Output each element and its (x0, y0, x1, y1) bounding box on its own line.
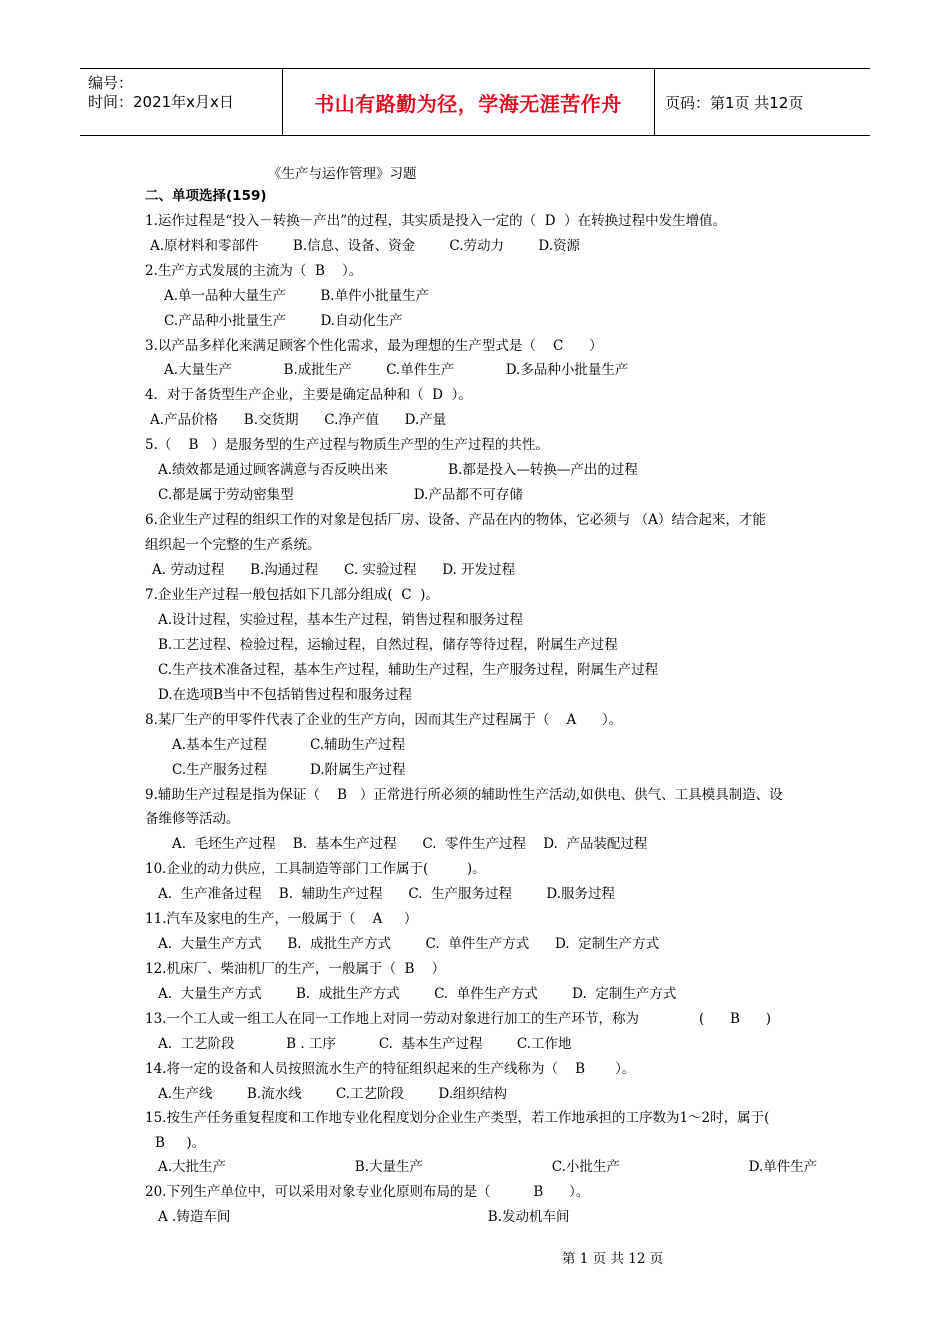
page-info: 页码：第1页 共12页 (665, 93, 804, 112)
option-line: A. 大量生产方式 B. 成批生产方式 C. 单件生产方式 D. 定制生产方式 (158, 936, 660, 952)
option-line: A. 毛坯生产过程 B. 基本生产过程 C. 零件生产过程 D. 产品装配过程 (172, 836, 648, 852)
option-line: A. 劳动过程 B.沟通过程 C. 实验过程 D. 开发过程 (152, 562, 516, 578)
question-line: B )。 (155, 1135, 206, 1151)
question-line: 4．对于备货型生产企业，主要是确定品种和（ D ）。 (145, 387, 472, 403)
document-title: 《生产与运作管理》习题 (268, 166, 417, 182)
option-line: A.大量生产 B.成批生产 C.单件生产 D.多品种小批量生产 (164, 362, 629, 378)
option-line: C.生产服务过程 D.附属生产过程 (172, 762, 406, 778)
option-line: B.工艺过程、检验过程，运输过程，自然过程，储存等待过程，附属生产过程 (158, 637, 618, 653)
option-line: D.在选项B当中不包括销售过程和服务过程 (158, 687, 413, 703)
section-heading: 二、单项选择(159) (145, 188, 267, 204)
option-line: A.生产线 B.流水线 C.工艺阶段 D.组织结构 (158, 1086, 508, 1102)
question-line: 5.（ B ）是服务型的生产过程与物质生产型的生产过程的共性。 (145, 437, 549, 453)
header-meta-cell (80, 69, 283, 135)
option-line: A.基本生产过程 C.辅助生产过程 (172, 737, 406, 753)
page-footer: 第 1 页 共 12 页 (562, 1251, 664, 1267)
question-line: 9.辅助生产过程是指为保证（ B ）正常进行所必须的辅助性生产活动,如供电、供气、工具模具制造、设 (145, 787, 783, 803)
option-line: C.产品种小批量生产 D.自动化生产 (164, 313, 403, 329)
question-line: 组织起一个完整的生产系统。 (145, 537, 321, 553)
option-line: A.单一品种大量生产 B.单件小批量生产 (164, 288, 430, 304)
motto-text: 书山有路勤为径，学海无涯苦作舟 (314, 91, 622, 116)
header-table (80, 68, 870, 136)
option-line: A.大批生产 B.大量生产 C.小批生产 D.单件生产 (158, 1159, 818, 1175)
question-line: 1.运作过程是“投入－转换－产出”的过程，其实质是投入一定的（ D ）在转换过程中发生增值。 (145, 213, 727, 229)
question-line: 7.企业生产过程一般包括如下几部分组成( C )。 (145, 587, 439, 603)
header-page-cell (655, 69, 870, 135)
option-line: C.都是属于劳动密集型 D.产品都不可存储 (158, 487, 523, 503)
option-line: A.原材料和零部件 B.信息、设备、资金 C.劳动力 D.资源 (150, 238, 581, 254)
question-line: 12.机床厂、柴油机厂的生产，一般属于（ B ） (145, 961, 446, 977)
option-line: A. 大量生产方式 B. 成批生产方式 C. 单件生产方式 D. 定制生产方式 (158, 986, 677, 1002)
time-label: 时间：2021年x月x日 (88, 93, 234, 111)
question-line: 10.企业的动力供应，工具制造等部门工作属于( )。 (145, 861, 486, 877)
question-line: 3.以产品多样化来满足顾客个性化需求，最为理想的生产型式是（ C ） (145, 338, 603, 354)
question-line: 14.将一定的设备和人员按照流水生产的特征组织起来的生产线称为（ B ）。 (145, 1061, 636, 1077)
number-label: 编号： (88, 74, 134, 92)
option-line: A.设计过程，实验过程，基本生产过程，销售过程和服务过程 (158, 612, 524, 628)
header-motto-cell (282, 69, 655, 135)
option-line: A.产品价格 B.交货期 C.净产值 D.产量 (150, 412, 447, 428)
question-line: 6.企业生产过程的组织工作的对象是包括厂房、设备、产品在内的物体，它必须与 （A）结合起来，才能 (145, 512, 766, 528)
question-line: 2.生产方式发展的主流为（ B ）。 (145, 263, 363, 279)
question-line: 20.下列生产单位中，可以采用对象专业化原则布局的是（ B ）。 (145, 1184, 590, 1200)
option-line: A. 生产准备过程 B. 辅助生产过程 C. 生产服务过程 D.服务过程 (158, 886, 616, 902)
question-line: 15.按生产任务重复程度和工作地专业化程度划分企业生产类型，若工作地承担的工序数为1～2时，属于( (145, 1110, 770, 1126)
question-line: 备维修等活动。 (145, 811, 240, 827)
question-line: 13.一个工人或一组工人在同一工作地上对同一劳动对象进行加工的生产环节，称为 ( B ) (145, 1011, 771, 1027)
option-line: C.生产技术准备过程，基本生产过程，辅助生产过程，生产服务过程，附属生产过程 (158, 662, 659, 678)
option-line: A .铸造车间 B.发动机车间 (158, 1209, 570, 1225)
question-line: 8.某厂生产的甲零件代表了企业的生产方向，因而其生产过程属于（ A ）。 (145, 712, 623, 728)
question-line: 11.汽车及家电的生产，一般属于（ A ） (145, 911, 418, 927)
option-line: A. 工艺阶段 B . 工序 C. 基本生产过程 C.工作地 (158, 1036, 572, 1052)
option-line: A.绩效都是通过顾客满意与否反映出来 B.都是投入—转换—产出的过程 (158, 462, 638, 478)
